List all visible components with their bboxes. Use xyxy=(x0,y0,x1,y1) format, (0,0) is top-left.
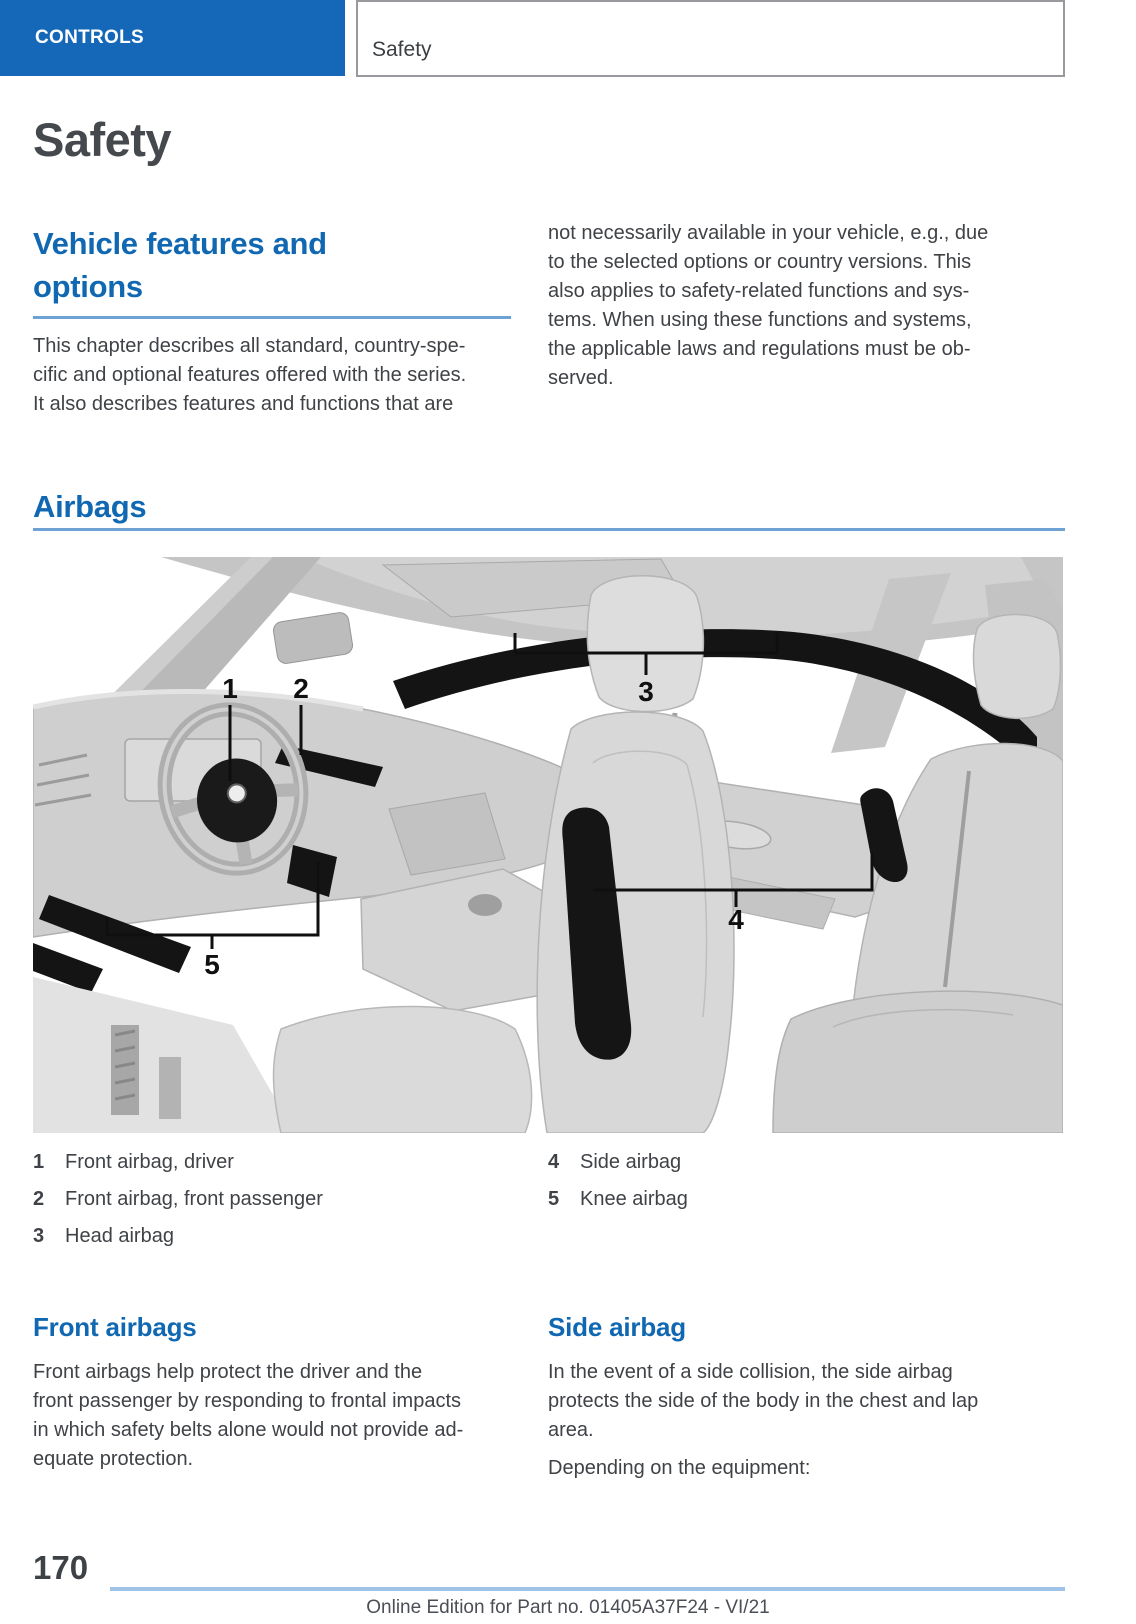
side-airbag-paragraph xyxy=(548,1358,1026,1483)
text-line: This chapter describes all standard, country-spe- xyxy=(33,335,466,357)
airbags-heading: Airbags xyxy=(33,489,147,524)
text-line: front passenger by responding to frontal impacts xyxy=(33,1390,462,1412)
legend-number: 2 xyxy=(33,1188,45,1210)
text-line: in which safety belts alone would not provide ad- xyxy=(33,1419,464,1441)
front-airbags-paragraph xyxy=(33,1358,511,1474)
text-line: Front airbags help protect the driver and the xyxy=(33,1361,423,1383)
callout-number-1: 1 xyxy=(222,673,238,704)
vehicle-features-heading xyxy=(33,222,511,308)
text-line: served. xyxy=(548,367,614,389)
legend-label: Front airbag, driver xyxy=(65,1151,234,1173)
chapter-label: CONTROLS xyxy=(35,27,145,48)
figure-legend-right xyxy=(548,1152,688,1226)
page-title: Safety xyxy=(33,113,172,166)
legend-item xyxy=(33,1152,323,1173)
heading-line: Vehicle features and xyxy=(33,226,327,261)
text-line: In the event of a side collision, the side airbag xyxy=(548,1361,953,1383)
intro-paragraph-right xyxy=(548,219,1026,393)
airbag-locations-figure xyxy=(33,557,1063,1133)
legend-number: 1 xyxy=(33,1151,45,1173)
footer-note: Online Edition for Part no. 01405A37F24 - VI/21 xyxy=(366,1597,770,1618)
legend-item xyxy=(548,1189,688,1210)
front-airbags-heading: Front airbags xyxy=(33,1312,197,1342)
callout-number-5: 5 xyxy=(204,949,220,980)
text-line: also applies to safety-related functions and sys- xyxy=(548,280,970,302)
legend-number: 3 xyxy=(33,1225,45,1247)
section-tab xyxy=(356,0,1065,77)
legend-label: Head airbag xyxy=(65,1225,174,1247)
heading-rule xyxy=(33,316,511,319)
legend-number: 5 xyxy=(548,1188,560,1210)
text-line: Depending on the equipment: xyxy=(548,1457,811,1479)
legend-label: Knee airbag xyxy=(580,1188,688,1210)
text-line: It also describes features and functions that are xyxy=(33,393,454,415)
text-line: not necessarily available in your vehicle, e.g., due xyxy=(548,222,989,244)
heading-rule xyxy=(33,528,1065,531)
callout-number-3: 3 xyxy=(638,676,654,707)
text-line: the applicable laws and regulations must be ob- xyxy=(548,338,971,360)
text-line: to the selected options or country versions. This xyxy=(548,251,972,273)
text-line: cific and optional features offered with the series. xyxy=(33,364,467,386)
text-line: protects the side of the body in the chest and lap xyxy=(548,1390,979,1412)
page-number: 170 xyxy=(33,1549,89,1586)
text-line: equate protection. xyxy=(33,1448,194,1470)
callout-number-2: 2 xyxy=(293,673,309,704)
figure-legend-left xyxy=(33,1152,323,1263)
legend-number: 4 xyxy=(548,1151,560,1173)
legend-item xyxy=(33,1226,323,1247)
text-line: tems. When using these functions and systems, xyxy=(548,309,972,331)
footer-rule xyxy=(110,1587,1065,1591)
section-tab-label: Safety xyxy=(372,38,432,61)
vehicle-features-section xyxy=(33,222,511,419)
car-interior-illustration xyxy=(33,557,1063,1133)
callout-number-4: 4 xyxy=(728,904,744,935)
heading-line: options xyxy=(33,269,143,304)
side-airbag-heading: Side airbag xyxy=(548,1312,686,1342)
legend-label: Side airbag xyxy=(580,1151,682,1173)
chapter-tab-bar xyxy=(0,0,345,76)
legend-item xyxy=(548,1152,688,1173)
legend-label: Front airbag, front passenger xyxy=(65,1188,323,1210)
legend-item xyxy=(33,1189,323,1210)
driver-seat-cushion xyxy=(274,1006,532,1133)
intro-paragraph-left xyxy=(33,332,511,419)
text-line: area. xyxy=(548,1419,594,1441)
